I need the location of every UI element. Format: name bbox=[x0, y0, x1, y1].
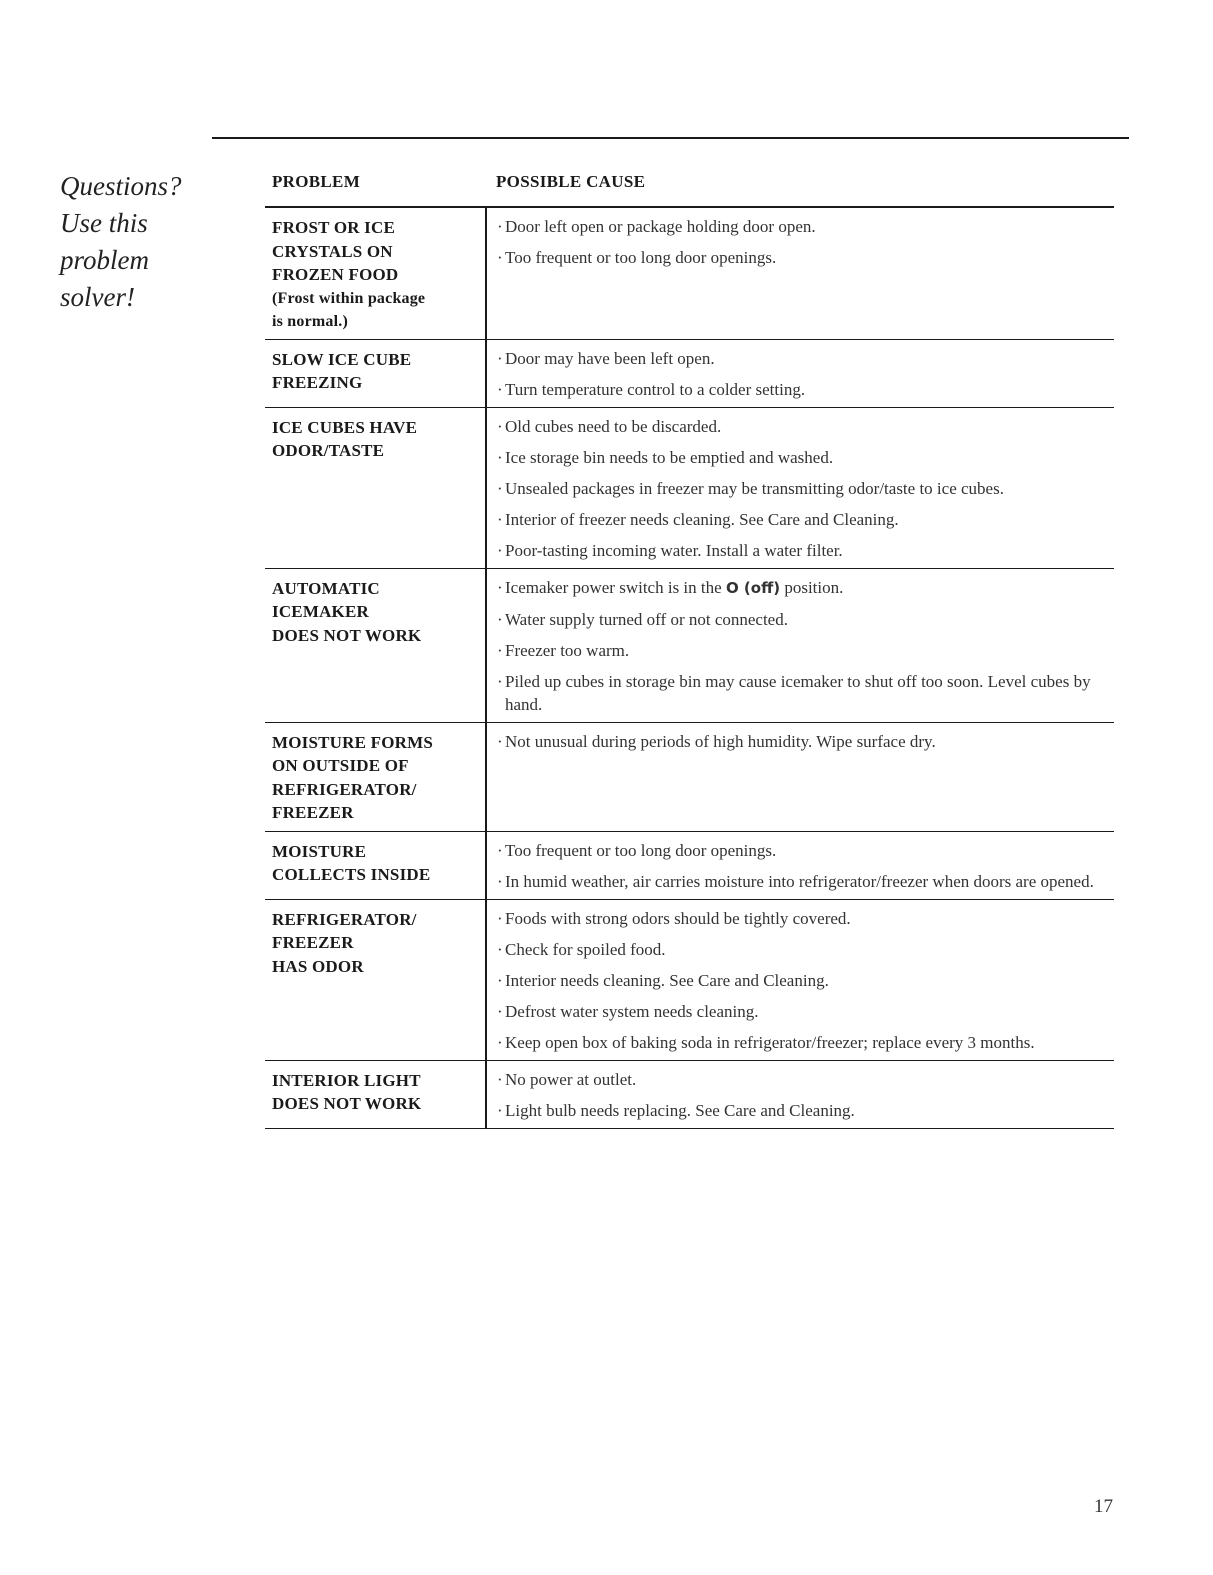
problem-line: ON OUTSIDE OF bbox=[272, 756, 409, 775]
table-row bbox=[265, 340, 1114, 408]
cause-item bbox=[497, 969, 1114, 992]
table-body bbox=[265, 208, 1114, 1129]
problem-line: AUTOMATIC bbox=[272, 578, 380, 598]
cause-text: Old cubes need to be discarded. bbox=[505, 416, 722, 436]
cause-text: Water supply turned off or not connected. bbox=[505, 609, 788, 629]
table-row bbox=[265, 723, 1114, 832]
possible-cause-cell bbox=[487, 340, 1114, 407]
cause-text: Door may have been left open. bbox=[505, 348, 715, 368]
table-row bbox=[265, 208, 1114, 340]
cause-item bbox=[497, 639, 1114, 662]
cause-item bbox=[497, 870, 1114, 893]
cause-text: In humid weather, air carries moisture into refrigerator/freezer when doors are opened. bbox=[505, 871, 1094, 891]
table-row bbox=[265, 900, 1114, 1061]
cause-emphasis: O (off) bbox=[725, 578, 781, 597]
cause-text: Interior needs cleaning. See Care and Cleaning. bbox=[505, 970, 829, 990]
cause-text: Piled up cubes in storage bin may cause icemaker to shut off too soon. Level cubes by hand. bbox=[505, 671, 1091, 714]
cause-item bbox=[497, 1099, 1114, 1122]
bullet-icon: · bbox=[497, 1100, 503, 1120]
bullet-icon: · bbox=[497, 640, 503, 660]
problem-line: COLLECTS INSIDE bbox=[272, 865, 431, 884]
possible-cause-cell bbox=[487, 723, 1114, 831]
bullet-icon: · bbox=[497, 577, 503, 597]
possible-cause-cell bbox=[487, 1061, 1114, 1128]
table-row bbox=[265, 1061, 1114, 1129]
cause-item bbox=[497, 576, 1114, 600]
page-number: 17 bbox=[1094, 1496, 1113, 1517]
table-row bbox=[265, 832, 1114, 900]
cause-text: Check for spoiled food. bbox=[505, 939, 666, 959]
bullet-icon: · bbox=[497, 970, 503, 990]
bullet-icon: · bbox=[497, 478, 503, 498]
sidebar-line: solver! bbox=[60, 282, 135, 312]
bullet-icon: · bbox=[497, 1001, 503, 1021]
problem-line: DOES NOT WORK bbox=[272, 625, 422, 645]
cause-item bbox=[497, 415, 1114, 438]
cause-item bbox=[497, 215, 1114, 238]
header-problem: PROBLEM bbox=[272, 172, 361, 191]
cause-item bbox=[497, 539, 1114, 562]
cause-item bbox=[497, 1000, 1114, 1023]
top-rule bbox=[212, 137, 1129, 139]
bullet-icon: · bbox=[497, 1069, 503, 1089]
cause-item bbox=[497, 508, 1114, 531]
bullet-icon: · bbox=[497, 908, 503, 928]
cause-text: Foods with strong odors should be tightly covered. bbox=[505, 908, 851, 928]
problem-note: (Frost within package bbox=[272, 289, 426, 307]
possible-cause-cell bbox=[487, 569, 1114, 722]
problem-cell bbox=[265, 723, 487, 831]
bullet-icon: · bbox=[497, 1032, 503, 1052]
bullet-icon: · bbox=[497, 348, 503, 368]
cause-item bbox=[497, 670, 1114, 716]
cause-text: Interior of freezer needs cleaning. See Care and Cleaning. bbox=[505, 509, 899, 529]
cause-item bbox=[497, 938, 1114, 961]
cause-text: Defrost water system needs cleaning. bbox=[505, 1001, 759, 1021]
cause-text: Turn temperature control to a colder setting. bbox=[505, 379, 806, 399]
problem-line: ODOR/TASTE bbox=[272, 441, 385, 460]
header-possible-cause: POSSIBLE CAUSE bbox=[496, 172, 646, 191]
problem-cell bbox=[265, 408, 487, 568]
problem-note: is normal.) bbox=[272, 312, 348, 330]
cause-text: Ice storage bin needs to be emptied and washed. bbox=[505, 447, 834, 467]
problem-line: SLOW ICE CUBE bbox=[272, 349, 412, 369]
bullet-icon: · bbox=[497, 248, 503, 267]
problem-cell bbox=[265, 900, 487, 1060]
cause-text: Poor-tasting incoming water. Install a water filter. bbox=[505, 540, 843, 560]
bullet-icon: · bbox=[497, 447, 503, 467]
cause-text-after: position. bbox=[784, 577, 844, 597]
bullet-icon: · bbox=[497, 671, 503, 691]
cause-text: Not unusual during periods of high humidity. Wipe surface dry. bbox=[505, 731, 936, 751]
problem-cell bbox=[265, 340, 487, 407]
cause-item bbox=[497, 477, 1114, 500]
bullet-icon: · bbox=[497, 217, 503, 236]
cause-text: Door left open or package holding door open. bbox=[505, 217, 816, 236]
problem-line: FREEZER bbox=[272, 933, 354, 952]
sidebar-line: Questions? bbox=[60, 171, 182, 201]
cause-item bbox=[497, 839, 1114, 862]
problem-line: INTERIOR LIGHT bbox=[272, 1070, 421, 1090]
sidebar-line: problem bbox=[60, 245, 149, 275]
cause-text: Light bulb needs replacing. See Care and Cleaning. bbox=[505, 1100, 855, 1120]
problem-solver-table bbox=[265, 172, 1114, 1129]
problem-line: CRYSTALS ON bbox=[272, 241, 393, 261]
bullet-icon: · bbox=[497, 609, 503, 629]
cause-item bbox=[497, 608, 1114, 631]
table-row bbox=[265, 408, 1114, 569]
cause-item bbox=[497, 446, 1114, 469]
bullet-icon: · bbox=[497, 540, 503, 560]
problem-cell bbox=[265, 208, 487, 339]
problem-line: ICE CUBES HAVE bbox=[272, 417, 418, 437]
bullet-icon: · bbox=[497, 731, 503, 751]
problem-cell bbox=[265, 569, 487, 722]
problem-line: FROST OR ICE bbox=[272, 218, 396, 237]
problem-line: REFRIGERATOR/ bbox=[272, 779, 417, 799]
cause-item bbox=[497, 378, 1114, 401]
problem-line: HAS ODOR bbox=[272, 956, 364, 976]
bullet-icon: · bbox=[497, 416, 503, 436]
cause-item bbox=[497, 907, 1114, 930]
possible-cause-cell bbox=[487, 208, 1114, 339]
cause-item bbox=[497, 1031, 1114, 1054]
table-header bbox=[265, 172, 1114, 208]
table-row bbox=[265, 569, 1114, 723]
problem-cell bbox=[265, 1061, 487, 1128]
cause-text: Icemaker power switch is in the bbox=[505, 577, 722, 597]
possible-cause-cell bbox=[487, 900, 1114, 1060]
sidebar-heading bbox=[60, 168, 210, 316]
possible-cause-cell bbox=[487, 832, 1114, 899]
problem-line: ICEMAKER bbox=[272, 602, 369, 621]
cause-item bbox=[497, 1068, 1114, 1091]
problem-line: FREEZER bbox=[272, 803, 354, 822]
problem-cell bbox=[265, 832, 487, 899]
cause-item bbox=[497, 347, 1114, 370]
cause-text: Unsealed packages in freezer may be transmitting odor/taste to ice cubes. bbox=[505, 478, 1004, 498]
cause-text: Freezer too warm. bbox=[505, 640, 630, 660]
bullet-icon: · bbox=[497, 840, 503, 860]
bullet-icon: · bbox=[497, 871, 503, 891]
cause-item bbox=[497, 730, 1114, 753]
problem-line: MOISTURE bbox=[272, 841, 367, 861]
sidebar-line: Use this bbox=[60, 208, 148, 238]
cause-text: No power at outlet. bbox=[505, 1069, 637, 1089]
problem-line: REFRIGERATOR/ bbox=[272, 909, 417, 929]
bullet-icon: · bbox=[497, 939, 503, 959]
problem-line: MOISTURE FORMS bbox=[272, 732, 434, 752]
cause-text: Too frequent or too long door openings. bbox=[505, 840, 777, 860]
bullet-icon: · bbox=[497, 379, 503, 399]
cause-item bbox=[497, 246, 1114, 269]
cause-text: Too frequent or too long door openings. bbox=[505, 248, 777, 267]
problem-line: FROZEN FOOD bbox=[272, 265, 399, 284]
possible-cause-cell bbox=[487, 408, 1114, 568]
cause-text: Keep open box of baking soda in refrigerator/freezer; replace every 3 months. bbox=[505, 1032, 1035, 1052]
problem-line: DOES NOT WORK bbox=[272, 1094, 422, 1113]
problem-line: FREEZING bbox=[272, 373, 363, 392]
bullet-icon: · bbox=[497, 509, 503, 529]
